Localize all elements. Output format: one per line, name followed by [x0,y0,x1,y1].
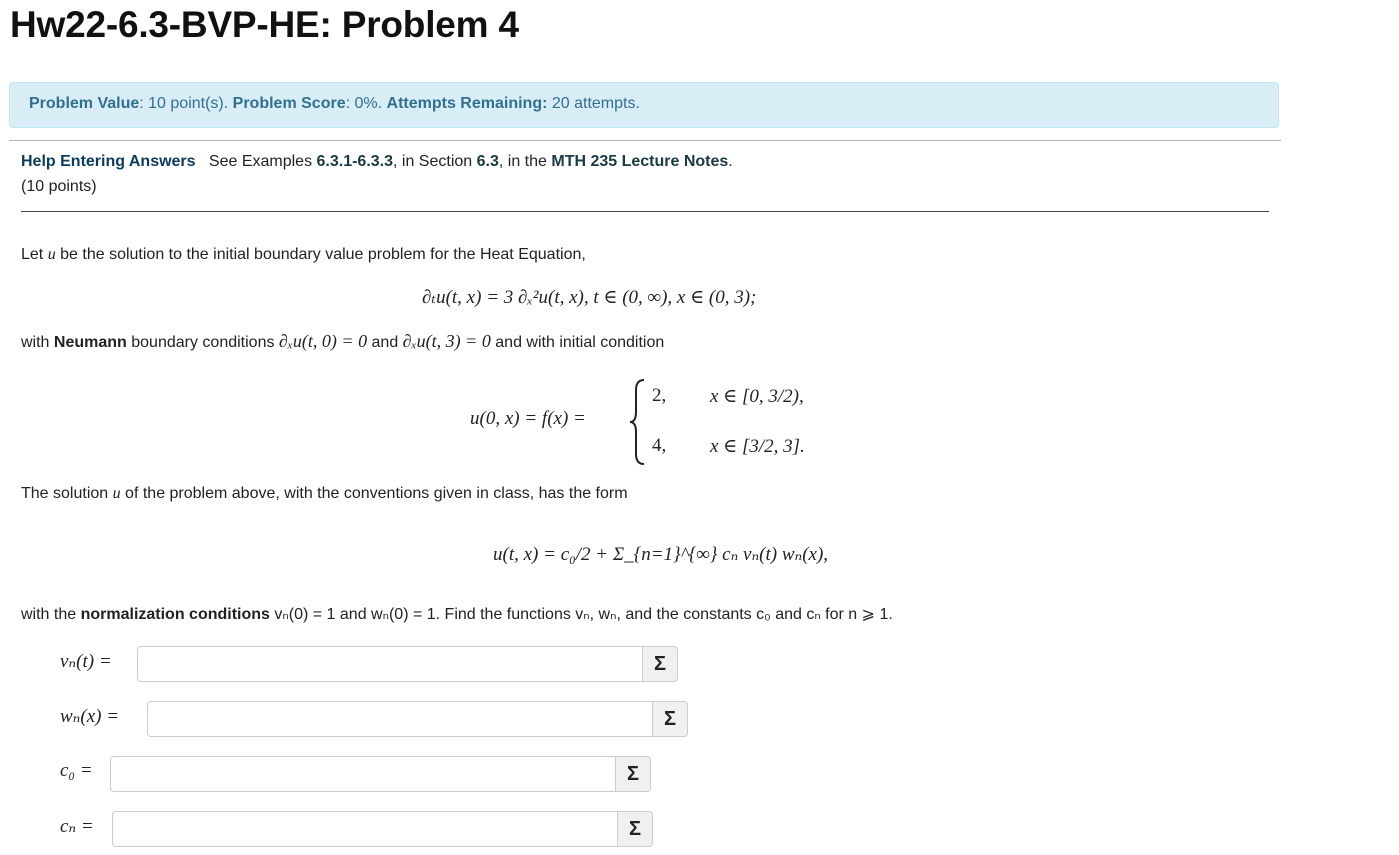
equation-editor-button-vn[interactable] [642,646,678,682]
intro-variable: u [47,246,56,263]
boundary-conditions-paragraph [21,331,664,352]
intro-text-a: Let [21,246,48,263]
ic-case1-value: 2, [652,385,667,406]
sigma-icon: Σ [653,653,666,675]
answer-label-c0: c₀ = [60,760,93,781]
ic-case2-value: 4, [652,435,667,456]
norm-text-a: with the [21,606,81,623]
bc-and: and [367,334,403,351]
initial-condition-lhs: u(0, x) = f(x) = [470,408,586,429]
answer-input-c0[interactable] [110,756,616,792]
series-solution: u(t, x) = c₀/2 + Σ_{n=1}^{∞} cₙ vₙ(t) wₙ(x), [493,544,829,565]
answer-label-cn: cₙ = [60,816,94,837]
points-text: (10 points) [21,178,97,195]
attempts-remaining-text: 20 attempts. [551,95,640,112]
ic-case1-condition: x ∈ [0, 3/2), [710,386,804,407]
bc-text-a: with [21,334,54,351]
bc-text-b: boundary conditions [126,334,279,351]
solution-paragraph [21,485,628,503]
ic-case2-condition: x ∈ [3/2, 3]. [710,436,805,457]
problem-info-box [9,82,1279,128]
intro-text-b: be the solution to the initial boundary value problem for the Heat Equation, [55,246,586,263]
equation-editor-button-wn[interactable] [652,701,688,737]
bc-neumann: Neumann [53,334,127,351]
equation-editor-button-c0[interactable] [615,756,651,792]
problem-score-text: : 0%. [345,95,383,112]
intro-paragraph [21,246,586,264]
help-section: 6.3 [476,153,499,170]
help-lecture-notes: MTH 235 Lecture Notes [551,153,729,170]
bc-right: ∂ₓu(t, 3) = 0 [402,331,491,351]
answer-row-wn [0,701,700,737]
answer-row-c0 [0,756,700,792]
equation-editor-button-cn[interactable] [617,811,653,847]
help-entering-answers-link[interactable]: Help Entering Answers [21,153,196,170]
page-title: Hw22-6.3-BVP-HE: Problem 4 [10,4,519,45]
help-in-section-text: , in Section [393,153,477,170]
answer-input-vn[interactable] [137,646,643,682]
help-in-the-text: , in the [498,153,552,170]
sol-variable: u [112,485,121,502]
answer-row-vn [0,646,700,682]
problem-value-label: Problem Value [29,95,140,112]
heat-equation: ∂ₜu(t, x) = 3 ∂ₓ²u(t, x), t ∈ (0, ∞), x ∈ (0, 3); [422,287,757,308]
problem-value-text: : 10 point(s). [139,95,229,112]
help-see-text: See Examples [208,153,317,170]
normalization-paragraph [21,604,893,624]
sigma-icon: Σ [626,763,639,785]
help-examples: 6.3.1-6.3.3 [316,153,394,170]
top-divider [9,140,1281,141]
norm-bold: normalization conditions [80,606,270,623]
sigma-icon: Σ [628,818,641,840]
answer-input-wn[interactable] [147,701,653,737]
bc-left: ∂ₓu(t, 0) = 0 [278,331,368,351]
problem-score-label: Problem Score [232,95,346,112]
attempts-remaining-label: Attempts Remaining: [386,95,548,112]
answer-label-wn: wₙ(x) = [60,706,120,727]
bottom-divider [21,211,1269,212]
bc-text-c: and with initial condition [490,334,665,351]
norm-text-b: vₙ(0) = 1 and wₙ(0) = 1. Find the functions vₙ, wₙ, and the constants c₀ and cₙ for n ⩾ 1. [269,606,893,623]
help-period: . [728,153,733,170]
answer-label-vn: vₙ(t) = [60,651,112,672]
sol-text-a: The solution [21,485,113,502]
answer-row-cn [0,811,700,847]
sigma-icon: Σ [663,708,676,730]
answer-input-cn[interactable] [112,811,618,847]
piecewise-brace-icon [628,378,648,466]
help-row [21,153,733,171]
sol-text-b: of the problem above, with the conventions given in class, has the form [120,485,628,502]
